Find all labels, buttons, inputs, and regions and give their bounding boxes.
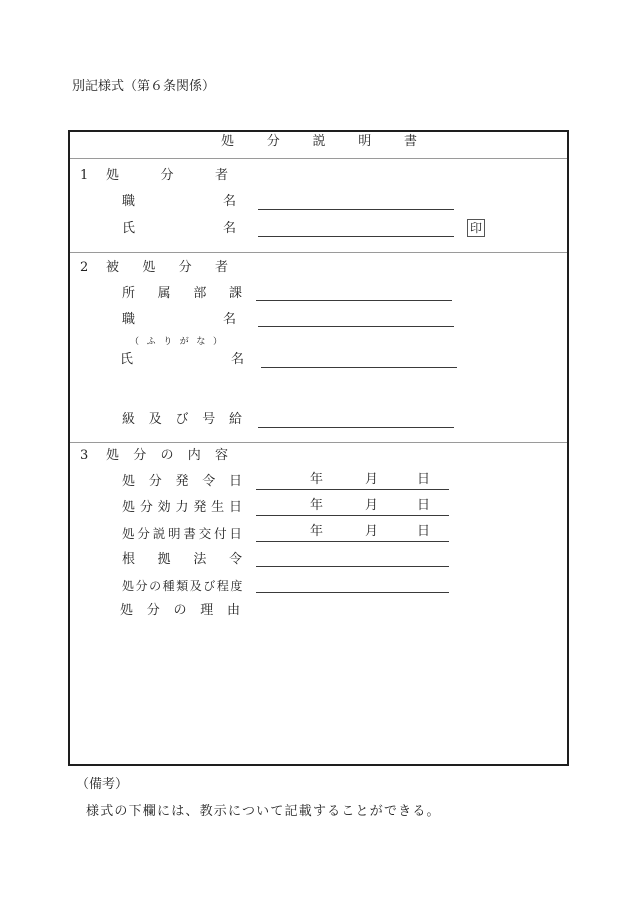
department-label: 所 属 部 課 [122, 286, 242, 301]
effective-date-field[interactable] [256, 515, 449, 516]
section-2-heading: 被 処 分 者 [106, 260, 228, 275]
reason-label: 処 分 の 理 由 [120, 603, 240, 618]
notes-heading: （備考） [76, 777, 129, 792]
section-1-heading: 処 分 者 [106, 168, 228, 183]
delivery-date-day-unit: 日 [417, 524, 431, 539]
delivery-date-month-unit: 月 [365, 524, 379, 539]
type-degree-label: 処 分 の 種 類 及 び 程 度 [122, 579, 242, 593]
legal-basis-label: 根 拠 法 令 [122, 552, 242, 567]
section-3-number: 3 [80, 448, 89, 463]
department-field[interactable] [256, 300, 452, 301]
subject-title-field[interactable] [258, 326, 454, 327]
legal-basis-field[interactable] [256, 566, 449, 567]
type-degree-field[interactable] [256, 592, 449, 593]
disposition-statement-form [68, 130, 569, 766]
order-date-field[interactable] [256, 489, 449, 490]
title-divider [70, 158, 567, 159]
notes-text: 様式の下欄には、教示について記載することができる。 [86, 804, 441, 819]
order-date-label: 処 分 発 令 日 [122, 474, 242, 489]
discipliner-name-label: 氏 名 [122, 221, 236, 236]
form-designation: 別記様式（第６条関係） [72, 79, 216, 94]
effective-date-label: 処 分 効 力 発 生 日 [122, 500, 242, 515]
order-date-day-unit: 日 [417, 472, 431, 487]
furigana-label: （ ふ り が な ） [130, 337, 222, 347]
effective-date-year-unit: 年 [310, 498, 324, 513]
discipliner-title-label: 職 名 [122, 194, 236, 209]
form-title: 処 分 説 明 書 [221, 134, 417, 149]
discipliner-title-field[interactable] [258, 209, 454, 210]
discipliner-name-field[interactable] [258, 236, 454, 237]
section-1-divider [70, 252, 567, 253]
delivery-date-year-unit: 年 [310, 524, 324, 539]
section-2-number: 2 [80, 260, 89, 275]
delivery-date-label: 処 分 説 明 書 交 付 日 [122, 526, 242, 541]
effective-date-month-unit: 月 [365, 498, 379, 513]
grade-step-label: 級 及 び 号 給 [122, 412, 242, 427]
order-date-month-unit: 月 [365, 472, 379, 487]
grade-step-field[interactable] [258, 427, 454, 428]
reason-field[interactable] [120, 624, 550, 754]
subject-name-label: 氏 名 [120, 352, 244, 367]
section-3-heading: 処 分 の 内 容 [106, 448, 228, 463]
order-date-year-unit: 年 [310, 472, 324, 487]
section-1-number: 1 [80, 168, 89, 183]
section-2-divider [70, 442, 567, 443]
subject-title-label: 職 名 [122, 312, 236, 327]
subject-name-field[interactable] [261, 367, 457, 368]
delivery-date-field[interactable] [256, 541, 449, 542]
seal-stamp-box: 印 [467, 219, 485, 237]
effective-date-day-unit: 日 [417, 498, 431, 513]
